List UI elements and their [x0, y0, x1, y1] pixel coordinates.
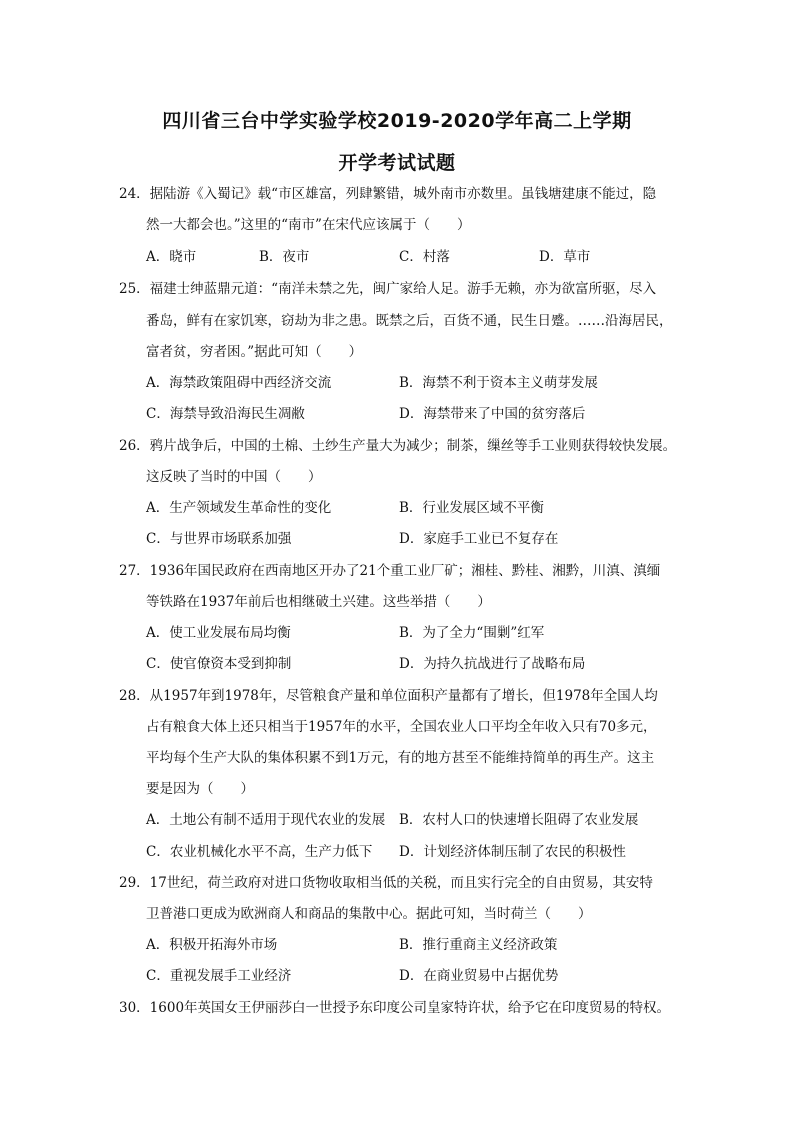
- question-29-option-d: D．在商业贸易中占据优势: [399, 968, 559, 984]
- question-28-line-4: 要是因为（ ）: [146, 781, 254, 797]
- question-26-option-c: C．与世界市场联系加强: [146, 531, 292, 547]
- question-28-option-c: C．农业机械化水平不高，生产力低下: [146, 844, 373, 860]
- question-26-option-b: B．行业发展区域不平衡: [399, 500, 544, 516]
- question-25-option-b: B．海禁不利于资本主义萌芽发展: [399, 375, 598, 391]
- question-25-line-3: 富者贫，穷者困。”据此可知（ ）: [146, 344, 363, 360]
- question-28-line-2: 占有粮食大体上还只相当于1957年的水平，全国农业人口平均全年收入只有70多元，: [146, 719, 657, 735]
- question-25-line-2: 番岛，鲜有在家饥寒，窃劫为非之患。既禁之后，百货不通，民生日蹙。……沿海居民，: [146, 313, 673, 329]
- question-24-line-1: 24．据陆游《入蜀记》载“市区雄富，列肆繁错，城外南市亦数里。虽钱塘建康不能过，隐: [119, 186, 657, 202]
- question-28-line-1: 28．从1957年到1978年，尽管粮食产量和单位面积产量都有了增长，但1978年全国人均: [119, 688, 658, 704]
- question-25-option-a: A．海禁政策阻碍中西经济交流: [146, 375, 332, 391]
- question-28-option-b: B．农村人口的快速增长阻碍了农业发展: [399, 812, 639, 828]
- question-26-line-1: 26．鸦片战争后，中国的土棉、土纱生产量大为减少；制茶，缫丝等手工业则获得较快发展。: [119, 438, 677, 454]
- page-subtitle: 开学考试试题: [338, 152, 456, 174]
- question-28-option-d: D．计划经济体制压制了农民的积极性: [399, 844, 626, 860]
- question-24-option-a: A．晓市: [146, 249, 197, 265]
- question-24-option-c: C．村落: [399, 249, 450, 265]
- question-27-option-a: A．使工业发展布局均衡: [146, 625, 291, 641]
- question-25-line-1: 25．福建士绅蓝鼎元道：“南洋未禁之先，闽广家给人足。游手无赖，亦为欲富所驱，尽入: [119, 281, 657, 297]
- question-27-option-b: B．为了全力“围剿”红军: [399, 625, 545, 641]
- question-26-line-2: 这反映了当时的中国（ ）: [146, 469, 322, 485]
- question-24-option-b: B．夜市: [259, 249, 310, 265]
- question-27-option-c: C．使官僚资本受到抑制: [146, 656, 292, 672]
- question-25-option-c: C．海禁导致沿海民生凋敝: [146, 406, 305, 422]
- question-30-line-1: 30．1600年英国女王伊丽莎白一世授予东印度公司皇家特许状，给予它在印度贸易的特权。: [119, 1000, 671, 1016]
- question-29-option-b: B．推行重商主义经济政策: [399, 937, 558, 953]
- page-title: 四川省三台中学实验学校2019-2020学年高二上学期: [162, 110, 632, 132]
- question-29-line-2: 卫普港口更成为欧洲商人和商品的集散中心。据此可知，当时荷兰（ ）: [146, 906, 592, 922]
- question-28-line-3: 平均每个生产大队的集体积累不到1万元，有的地方甚至不能维持简单的再生产。这主: [146, 750, 655, 766]
- question-29-option-a: A．积极开拓海外市场: [146, 937, 278, 953]
- question-24-option-d: D．草市: [539, 249, 591, 265]
- question-26-option-a: A．生产领域发生革命性的变化: [146, 500, 332, 516]
- question-27-line-2: 等铁路在1937年前后也相继破土兴建。这些举措（ ）: [146, 594, 491, 610]
- question-27-option-d: D．为持久抗战进行了战略布局: [399, 656, 586, 672]
- question-26-option-d: D．家庭手工业已不复存在: [399, 531, 559, 547]
- question-24-line-2: 然一大都会也。”这里的“南市”在宋代应该属于（ ）: [146, 217, 471, 233]
- question-29-option-c: C．重视发展手工业经济: [146, 968, 292, 984]
- question-29-line-1: 29．17世纪，荷兰政府对进口货物收取相当低的关税，而且实行完全的自由贸易，其安特: [119, 875, 653, 891]
- question-28-option-a: A．土地公有制不适用于现代农业的发展: [146, 812, 386, 828]
- question-25-option-d: D．海禁带来了中国的贫穷落后: [399, 406, 586, 422]
- question-27-line-1: 27．1936年国民政府在西南地区开办了21个重工业厂矿；湘桂、黔桂、湘黔，川滇、滇缅: [119, 563, 661, 579]
